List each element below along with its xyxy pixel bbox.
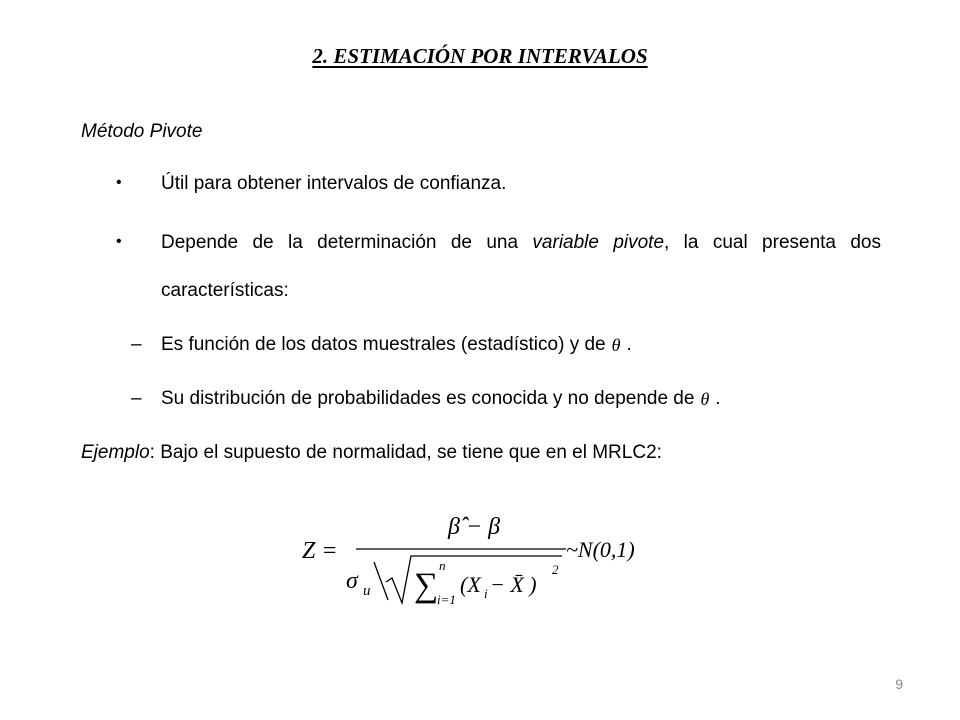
dash-icon: – <box>131 388 142 409</box>
subbullet-1-text: Es función de los datos muestrales (estadístico) y de <box>161 334 606 356</box>
subbullet-1-end: . <box>626 334 632 356</box>
formula-rhs: ~N(0,1) <box>566 537 635 562</box>
pivot-formula <box>290 500 710 610</box>
formula-sigma-sub: u <box>363 583 371 599</box>
theta-symbol: θ <box>611 335 621 355</box>
slash <box>374 562 388 600</box>
formula-term: (X <box>460 572 481 597</box>
formula-term-mid: − X̄ ) <box>490 572 537 597</box>
sum-upper: n <box>439 558 446 573</box>
subbullet-2-end: . <box>715 388 721 410</box>
formula-numerator: β̂ − β <box>448 514 501 540</box>
theta-symbol: θ <box>700 389 710 409</box>
formula-exponent: 2 <box>552 562 559 577</box>
formula-term-sub: i <box>484 586 488 601</box>
bullet-1-text: Útil para obtener intervalos de confianza. <box>161 173 507 194</box>
summation-icon: ∑ <box>414 567 439 604</box>
bullet-icon: • <box>116 233 122 250</box>
sum-lower: i=1 <box>437 592 456 607</box>
subbullet-2 <box>161 385 721 413</box>
bullet-2-emphasis: variable pivote <box>532 232 665 253</box>
bullet-2-line1 <box>161 229 881 257</box>
example-label: Ejemplo <box>81 442 150 463</box>
bullet-2-text-a: Depende de la determinación de una <box>161 232 533 253</box>
bullet-2-line2: características: <box>161 280 289 301</box>
slide-title: 2. ESTIMACIÓN POR INTERVALOS <box>312 44 648 68</box>
method-heading: Método Pivote <box>81 121 203 142</box>
subbullet-1 <box>161 331 632 359</box>
example-line <box>81 439 662 467</box>
subbullet-2-text: Su distribución de probabilidades es conocida y no depende de <box>161 388 695 410</box>
formula-sigma: σ <box>346 568 358 594</box>
bullet-icon: • <box>116 174 122 191</box>
bullet-2-text-b: , la cual presenta dos <box>664 232 881 253</box>
page-number: 9 <box>895 676 903 692</box>
example-text: : Bajo el supuesto de normalidad, se tiene que en el MRLC2: <box>149 442 662 463</box>
formula-lhs: Z = <box>302 538 338 564</box>
dash-icon: – <box>131 334 142 355</box>
